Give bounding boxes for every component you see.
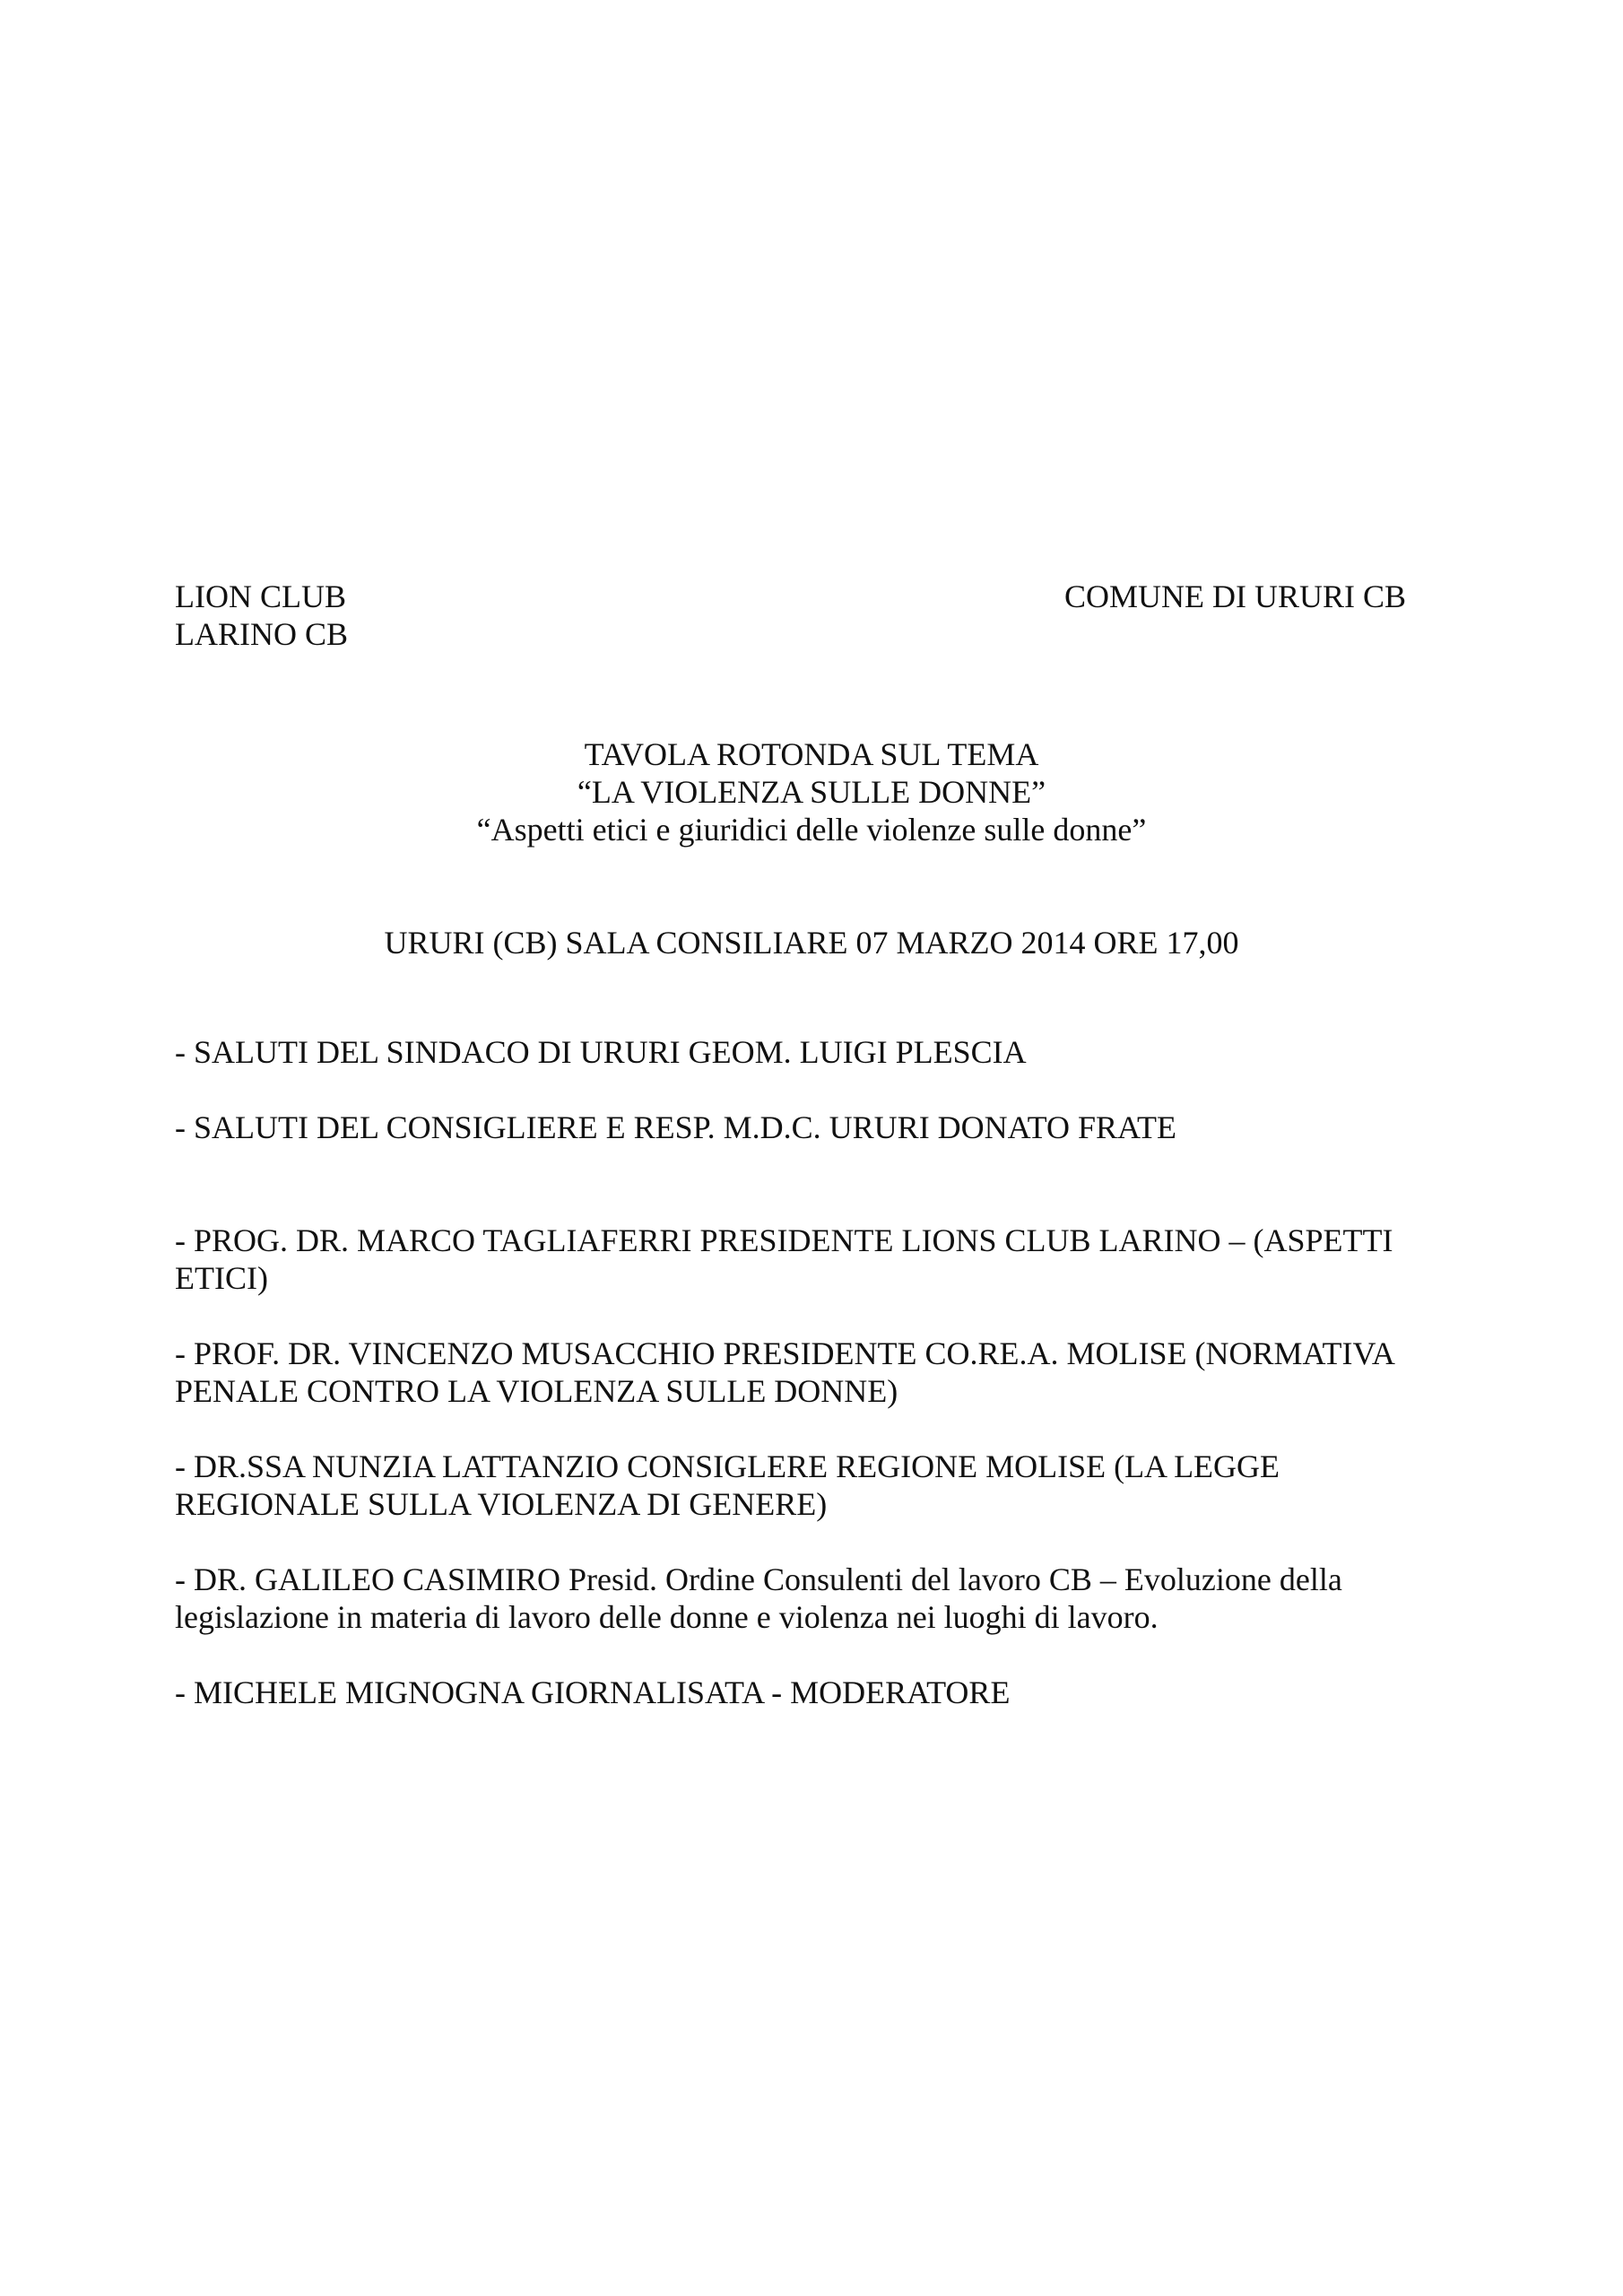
program-item-1: - SALUTI DEL SINDACO DI URURI GEOM. LUIGI PLESCIA xyxy=(175,1034,1027,1070)
event-details: URURI (CB) SALA CONSILIARE 07 MARZO 2014 ORE 17,00 xyxy=(384,925,1239,961)
program-item-2: - SALUTI DEL CONSIGLIERE E RESP. M.D.C. URURI DONATO FRATE xyxy=(175,1109,1177,1145)
program-item-7: - MICHELE MIGNOGNA GIORNALISATA - MODERATORE xyxy=(175,1674,1011,1710)
program-item-5: - DR.SSA NUNZIA LATTANZIO CONSIGLERE REGIONE MOLISE (LA LEGGE REGIONALE SULLA VIOLENZA DI GENERE) xyxy=(175,1448,1280,1522)
program-item-3: - PROG. DR. MARCO TAGLIAFERRI PRESIDENTE LIONS CLUB LARINO – (ASPETTI ETICI) xyxy=(175,1222,1393,1296)
program-item-6: - DR. GALILEO CASIMIRO Presid. Ordine Consulenti del lavoro CB – Evoluzione della legislazione in materia di lavoro delle donne e violenza nei luoghi di lavoro. xyxy=(175,1561,1342,1635)
organizer-left-line2: LARINO CB xyxy=(175,616,349,652)
organizer-left-line1: LION CLUB xyxy=(175,578,346,614)
program-item-4: - PROF. DR. VINCENZO MUSACCHIO PRESIDENTE CO.RE.A. MOLISE (NORMATIVA PENALE CONTRO LA VIOLENZA SULLE DONNE) xyxy=(175,1335,1393,1409)
subtitle: “Aspetti etici e giuridici delle violenze sulle donne” xyxy=(476,812,1147,848)
title-line1: TAVOLA ROTONDA SUL TEMA xyxy=(584,736,1039,772)
organizer-right: COMUNE DI URURI CB xyxy=(1063,578,1406,614)
title-line2: “LA VIOLENZA SULLE DONNE” xyxy=(577,774,1046,810)
